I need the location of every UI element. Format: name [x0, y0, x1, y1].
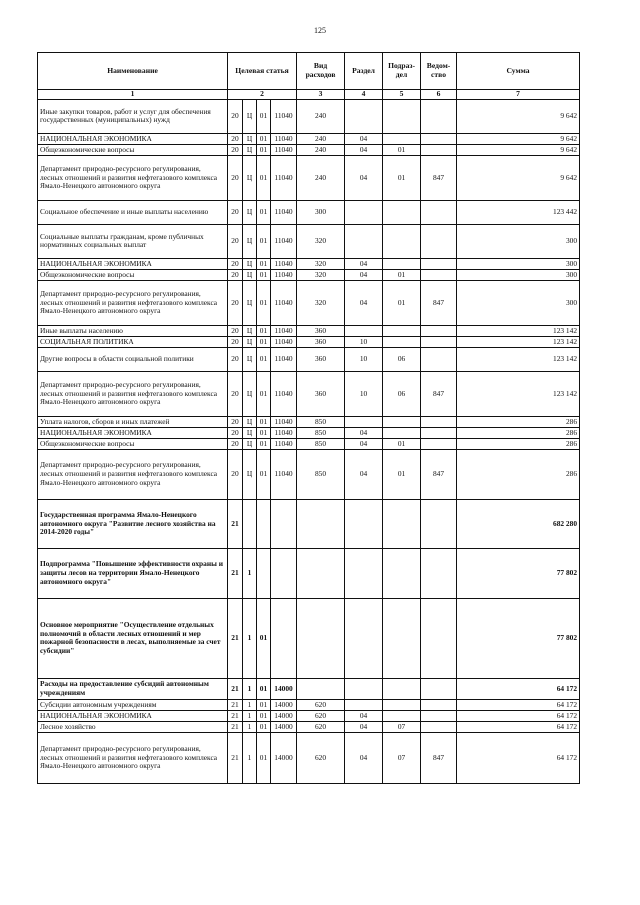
target-code-subprogram: 1	[243, 710, 257, 721]
target-code-direction: 11040	[271, 133, 297, 144]
target-code-program: 21	[228, 598, 243, 678]
expense-type-code: 300	[297, 200, 345, 224]
section-code	[345, 598, 383, 678]
row-name: Лесное хозяйство	[38, 721, 228, 732]
row-name: Департамент природно-ресурсного регулирования, лесных отношений и развития нефтегазового комплекса Ямало-Ненецкого автономного округа	[38, 155, 228, 200]
subsection-code	[383, 710, 421, 721]
subsection-code	[383, 200, 421, 224]
row-sum: 9 642	[457, 99, 580, 133]
target-code-subprogram: Ц	[243, 371, 257, 416]
row-name: Общеэкономические вопросы	[38, 144, 228, 155]
row-name: Подпрограмма "Повышение эффективности охраны и защиты лесов на территории Ямало-Ненецкого автономного округа"	[38, 548, 228, 598]
section-code	[345, 325, 383, 336]
row-name: Департамент природно-ресурсного регулирования, лесных отношений и развития нефтегазового комплекса Ямало-Ненецкого автономного округа	[38, 732, 228, 783]
row-sum: 123 142	[457, 371, 580, 416]
department-code: 847	[421, 732, 457, 783]
target-code-subprogram: Ц	[243, 155, 257, 200]
department-code	[421, 200, 457, 224]
section-code	[345, 699, 383, 710]
col-number: 6	[421, 90, 457, 100]
subsection-code	[383, 224, 421, 258]
row-sum: 77 802	[457, 598, 580, 678]
target-code-direction: 11040	[271, 438, 297, 449]
subsection-code	[383, 499, 421, 548]
target-code-subprogram: Ц	[243, 280, 257, 325]
col-number: 5	[383, 90, 421, 100]
row-sum: 64 172	[457, 721, 580, 732]
section-code	[345, 200, 383, 224]
row-name: Государственная программа Ямало-Ненецкого автономного округа "Развитие лесного хозяйства на 2014-2020 годы"	[38, 499, 228, 548]
department-code: 847	[421, 449, 457, 499]
table-row	[38, 699, 580, 710]
header-section: Раздел	[345, 53, 383, 90]
department-code	[421, 699, 457, 710]
target-code-subprogram: Ц	[243, 325, 257, 336]
target-code-direction: 14000	[271, 699, 297, 710]
expense-type-code	[297, 548, 345, 598]
department-code	[421, 269, 457, 280]
subsection-code	[383, 598, 421, 678]
page-number: 125	[314, 26, 326, 35]
target-code-direction: 11040	[271, 371, 297, 416]
row-name: Расходы на предоставление субсидий автономным учреждениям	[38, 678, 228, 699]
col-number: 2	[228, 90, 297, 100]
department-code	[421, 499, 457, 548]
target-code-program: 20	[228, 144, 243, 155]
expense-type-code: 240	[297, 99, 345, 133]
row-name: Субсидии автономным учреждениям	[38, 699, 228, 710]
department-code	[421, 133, 457, 144]
row-sum: 286	[457, 438, 580, 449]
target-code-activity: 01	[257, 325, 271, 336]
header-subsection-l2: дел	[395, 70, 408, 79]
subsection-code	[383, 416, 421, 427]
expense-type-code	[297, 678, 345, 699]
row-name: НАЦИОНАЛЬНАЯ ЭКОНОМИКА	[38, 427, 228, 438]
section-code	[345, 224, 383, 258]
target-code-direction: 14000	[271, 721, 297, 732]
expense-type-code: 320	[297, 280, 345, 325]
subsection-code	[383, 325, 421, 336]
expense-type-code: 240	[297, 155, 345, 200]
header-expense-type	[297, 53, 345, 90]
target-code-program: 21	[228, 499, 243, 548]
target-code-subprogram: Ц	[243, 133, 257, 144]
target-code-direction	[271, 499, 297, 548]
target-code-subprogram: Ц	[243, 200, 257, 224]
table-row	[38, 598, 580, 678]
expense-type-code: 320	[297, 269, 345, 280]
section-code: 04	[345, 721, 383, 732]
col-number: 4	[345, 90, 383, 100]
section-code: 04	[345, 427, 383, 438]
table-row	[38, 280, 580, 325]
department-code	[421, 710, 457, 721]
target-code-direction: 11040	[271, 347, 297, 371]
target-code-activity: 01	[257, 721, 271, 732]
subsection-code: 01	[383, 144, 421, 155]
department-code	[421, 438, 457, 449]
table-row	[38, 678, 580, 699]
target-code-direction: 11040	[271, 99, 297, 133]
target-code-activity: 01	[257, 144, 271, 155]
section-code: 04	[345, 269, 383, 280]
target-code-program: 20	[228, 200, 243, 224]
target-code-subprogram: Ц	[243, 347, 257, 371]
target-code-subprogram: 1	[243, 548, 257, 598]
row-sum: 300	[457, 224, 580, 258]
table-row	[38, 155, 580, 200]
col-number: 7	[457, 90, 580, 100]
table-row	[38, 224, 580, 258]
header-subsection-l1: Подраз-	[388, 61, 415, 71]
target-code-subprogram: Ц	[243, 416, 257, 427]
subsection-code: 01	[383, 438, 421, 449]
expense-type-code	[297, 499, 345, 548]
row-name: Основное мероприятие "Осуществление отдельных полномочий в области лесных отношений и мер пожарной безопасности в лесах, выполняемые за счет субсидии"	[38, 598, 228, 678]
target-code-subprogram: Ц	[243, 438, 257, 449]
expense-type-code: 320	[297, 224, 345, 258]
table-row	[38, 371, 580, 416]
target-code-activity: 01	[257, 133, 271, 144]
target-code-subprogram: 1	[243, 699, 257, 710]
header-expense-type-l1: Вид	[313, 61, 328, 71]
row-sum: 9 642	[457, 155, 580, 200]
row-name: Иные выплаты населению	[38, 325, 228, 336]
subsection-code	[383, 336, 421, 347]
table-row	[38, 258, 580, 269]
department-code: 847	[421, 155, 457, 200]
table-row	[38, 133, 580, 144]
header-department	[421, 53, 457, 90]
expense-type-code: 360	[297, 336, 345, 347]
target-code-subprogram: Ц	[243, 258, 257, 269]
header-target: Целевая статья	[228, 53, 297, 90]
target-code-activity: 01	[257, 710, 271, 721]
department-code	[421, 678, 457, 699]
target-code-program: 20	[228, 427, 243, 438]
target-code-program: 20	[228, 99, 243, 133]
row-sum: 682 280	[457, 499, 580, 548]
department-code	[421, 598, 457, 678]
expense-type-code: 240	[297, 133, 345, 144]
column-number-row	[38, 90, 580, 100]
target-code-program: 20	[228, 269, 243, 280]
subsection-code: 01	[383, 155, 421, 200]
row-name: Иные закупки товаров, работ и услуг для обеспечения государственных (муниципальных) нужд	[38, 99, 228, 133]
table-row	[38, 99, 580, 133]
row-name: Другие вопросы в области социальной политики	[38, 347, 228, 371]
target-code-subprogram: Ц	[243, 427, 257, 438]
table-row	[38, 438, 580, 449]
section-code: 10	[345, 347, 383, 371]
row-name: Социальное обеспечение и иные выплаты населению	[38, 200, 228, 224]
section-code	[345, 678, 383, 699]
row-sum: 64 172	[457, 710, 580, 721]
target-code-program: 20	[228, 325, 243, 336]
section-code: 04	[345, 710, 383, 721]
table-row	[38, 144, 580, 155]
expense-type-code: 850	[297, 416, 345, 427]
subsection-code: 01	[383, 269, 421, 280]
table-row	[38, 721, 580, 732]
expense-type-code: 360	[297, 325, 345, 336]
target-code-subprogram: Ц	[243, 269, 257, 280]
target-code-direction: 11040	[271, 269, 297, 280]
target-code-program: 20	[228, 416, 243, 427]
header-expense-type-l2: расходов	[305, 70, 336, 79]
target-code-program: 20	[228, 133, 243, 144]
row-name: Уплата налогов, сборов и иных платежей	[38, 416, 228, 427]
department-code	[421, 99, 457, 133]
target-code-activity: 01	[257, 336, 271, 347]
target-code-direction: 11040	[271, 280, 297, 325]
expense-type-code: 850	[297, 427, 345, 438]
subsection-code	[383, 258, 421, 269]
section-code	[345, 416, 383, 427]
target-code-activity: 01	[257, 200, 271, 224]
table-row	[38, 499, 580, 548]
target-code-activity: 01	[257, 678, 271, 699]
target-code-direction: 11040	[271, 336, 297, 347]
table-row	[38, 710, 580, 721]
target-code-activity: 01	[257, 699, 271, 710]
row-sum: 300	[457, 258, 580, 269]
department-code	[421, 347, 457, 371]
target-code-program: 20	[228, 347, 243, 371]
table-row	[38, 416, 580, 427]
row-name: НАЦИОНАЛЬНАЯ ЭКОНОМИКА	[38, 133, 228, 144]
row-sum: 64 172	[457, 732, 580, 783]
target-code-activity: 01	[257, 598, 271, 678]
expense-type-code: 850	[297, 449, 345, 499]
target-code-subprogram: Ц	[243, 144, 257, 155]
header-sum: Сумма	[457, 53, 580, 90]
target-code-program: 20	[228, 336, 243, 347]
row-name: Департамент природно-ресурсного регулирования, лесных отношений и развития нефтегазового комплекса Ямало-Ненецкого автономного округа	[38, 449, 228, 499]
expense-type-code: 360	[297, 371, 345, 416]
table-row	[38, 325, 580, 336]
target-code-activity	[257, 548, 271, 598]
department-code	[421, 144, 457, 155]
department-code	[421, 548, 457, 598]
department-code	[421, 325, 457, 336]
subsection-code: 06	[383, 347, 421, 371]
expense-type-code: 620	[297, 721, 345, 732]
department-code	[421, 416, 457, 427]
header-department-l2: ство	[431, 70, 446, 79]
subsection-code	[383, 678, 421, 699]
table-row	[38, 200, 580, 224]
row-name: НАЦИОНАЛЬНАЯ ЭКОНОМИКА	[38, 710, 228, 721]
row-name: Общеэкономические вопросы	[38, 269, 228, 280]
expense-type-code: 240	[297, 144, 345, 155]
section-code: 04	[345, 144, 383, 155]
section-code	[345, 499, 383, 548]
table-row	[38, 548, 580, 598]
subsection-code	[383, 133, 421, 144]
target-code-activity: 01	[257, 258, 271, 269]
target-code-direction: 11040	[271, 144, 297, 155]
row-sum: 9 642	[457, 133, 580, 144]
row-name: Департамент природно-ресурсного регулирования, лесных отношений и развития нефтегазового комплекса Ямало-Ненецкого автономного округа	[38, 280, 228, 325]
target-code-subprogram: 1	[243, 598, 257, 678]
section-code: 10	[345, 336, 383, 347]
subsection-code	[383, 548, 421, 598]
target-code-subprogram: Ц	[243, 99, 257, 133]
target-code-subprogram: Ц	[243, 449, 257, 499]
row-sum: 123 142	[457, 347, 580, 371]
row-sum: 286	[457, 427, 580, 438]
subsection-code: 07	[383, 732, 421, 783]
expense-type-code: 320	[297, 258, 345, 269]
subsection-code	[383, 99, 421, 133]
target-code-subprogram: 1	[243, 732, 257, 783]
expense-type-code: 360	[297, 347, 345, 371]
subsection-code: 06	[383, 371, 421, 416]
expense-type-code: 620	[297, 699, 345, 710]
target-code-direction: 11040	[271, 155, 297, 200]
target-code-subprogram: 1	[243, 678, 257, 699]
target-code-direction: 11040	[271, 200, 297, 224]
section-code: 04	[345, 258, 383, 269]
target-code-program: 21	[228, 721, 243, 732]
table-row	[38, 269, 580, 280]
target-code-program: 20	[228, 438, 243, 449]
target-code-program: 21	[228, 699, 243, 710]
row-name: СОЦИАЛЬНАЯ ПОЛИТИКА	[38, 336, 228, 347]
target-code-activity: 01	[257, 449, 271, 499]
row-name: Департамент природно-ресурсного регулирования, лесных отношений и развития нефтегазового комплекса Ямало-Ненецкого автономного округа	[38, 371, 228, 416]
target-code-direction: 14000	[271, 732, 297, 783]
department-code	[421, 336, 457, 347]
target-code-program: 20	[228, 371, 243, 416]
target-code-direction: 11040	[271, 325, 297, 336]
table-row	[38, 427, 580, 438]
department-code: 847	[421, 280, 457, 325]
section-code	[345, 99, 383, 133]
row-sum: 77 802	[457, 548, 580, 598]
target-code-program: 21	[228, 678, 243, 699]
row-sum: 123 142	[457, 325, 580, 336]
department-code	[421, 721, 457, 732]
expense-type-code: 850	[297, 438, 345, 449]
row-sum: 123 142	[457, 336, 580, 347]
target-code-direction: 14000	[271, 678, 297, 699]
target-code-direction: 11040	[271, 427, 297, 438]
expense-type-code: 620	[297, 732, 345, 783]
target-code-direction: 11040	[271, 224, 297, 258]
target-code-program: 20	[228, 155, 243, 200]
section-code	[345, 548, 383, 598]
row-sum: 300	[457, 269, 580, 280]
target-code-activity: 01	[257, 224, 271, 258]
target-code-direction	[271, 598, 297, 678]
target-code-activity: 01	[257, 155, 271, 200]
subsection-code	[383, 699, 421, 710]
section-code: 04	[345, 280, 383, 325]
subsection-code: 01	[383, 280, 421, 325]
table-row	[38, 347, 580, 371]
target-code-activity: 01	[257, 347, 271, 371]
department-code	[421, 224, 457, 258]
target-code-program: 20	[228, 280, 243, 325]
target-code-activity: 01	[257, 416, 271, 427]
department-code	[421, 258, 457, 269]
target-code-program: 21	[228, 732, 243, 783]
target-code-activity: 01	[257, 269, 271, 280]
table-row	[38, 732, 580, 783]
row-sum: 286	[457, 449, 580, 499]
target-code-direction: 11040	[271, 449, 297, 499]
col-number: 3	[297, 90, 345, 100]
target-code-program: 20	[228, 224, 243, 258]
target-code-subprogram: Ц	[243, 336, 257, 347]
target-code-program: 21	[228, 710, 243, 721]
section-code: 10	[345, 371, 383, 416]
target-code-activity: 01	[257, 427, 271, 438]
target-code-activity: 01	[257, 99, 271, 133]
department-code	[421, 427, 457, 438]
target-code-activity: 01	[257, 280, 271, 325]
col-number: 1	[38, 90, 228, 100]
subsection-code	[383, 427, 421, 438]
target-code-subprogram: Ц	[243, 224, 257, 258]
target-code-subprogram: 1	[243, 721, 257, 732]
row-name: Общеэкономические вопросы	[38, 438, 228, 449]
section-code: 04	[345, 449, 383, 499]
subsection-code: 01	[383, 449, 421, 499]
target-code-program: 20	[228, 258, 243, 269]
row-sum: 9 642	[457, 144, 580, 155]
target-code-direction: 11040	[271, 416, 297, 427]
subsection-code: 07	[383, 721, 421, 732]
target-code-direction: 14000	[271, 710, 297, 721]
target-code-activity: 01	[257, 732, 271, 783]
header-name: Наименование	[38, 53, 228, 90]
section-code: 04	[345, 438, 383, 449]
target-code-activity: 01	[257, 438, 271, 449]
row-sum: 64 172	[457, 678, 580, 699]
target-code-direction	[271, 548, 297, 598]
target-code-program: 21	[228, 548, 243, 598]
target-code-subprogram	[243, 499, 257, 548]
section-code: 04	[345, 155, 383, 200]
row-sum: 123 442	[457, 200, 580, 224]
target-code-activity	[257, 499, 271, 548]
section-code: 04	[345, 133, 383, 144]
expense-type-code: 620	[297, 710, 345, 721]
budget-table	[37, 52, 580, 784]
target-code-program: 20	[228, 449, 243, 499]
header-row	[38, 53, 580, 90]
table-row	[38, 336, 580, 347]
target-code-direction: 11040	[271, 258, 297, 269]
row-sum: 64 172	[457, 699, 580, 710]
target-code-activity: 01	[257, 371, 271, 416]
expense-type-code	[297, 598, 345, 678]
header-department-l1: Ведом-	[426, 61, 451, 71]
row-sum: 286	[457, 416, 580, 427]
row-name: НАЦИОНАЛЬНАЯ ЭКОНОМИКА	[38, 258, 228, 269]
department-code: 847	[421, 371, 457, 416]
row-name: Социальные выплаты гражданам, кроме публичных нормативных социальных выплат	[38, 224, 228, 258]
section-code: 04	[345, 732, 383, 783]
row-sum: 300	[457, 280, 580, 325]
header-subsection	[383, 53, 421, 90]
table-row	[38, 449, 580, 499]
